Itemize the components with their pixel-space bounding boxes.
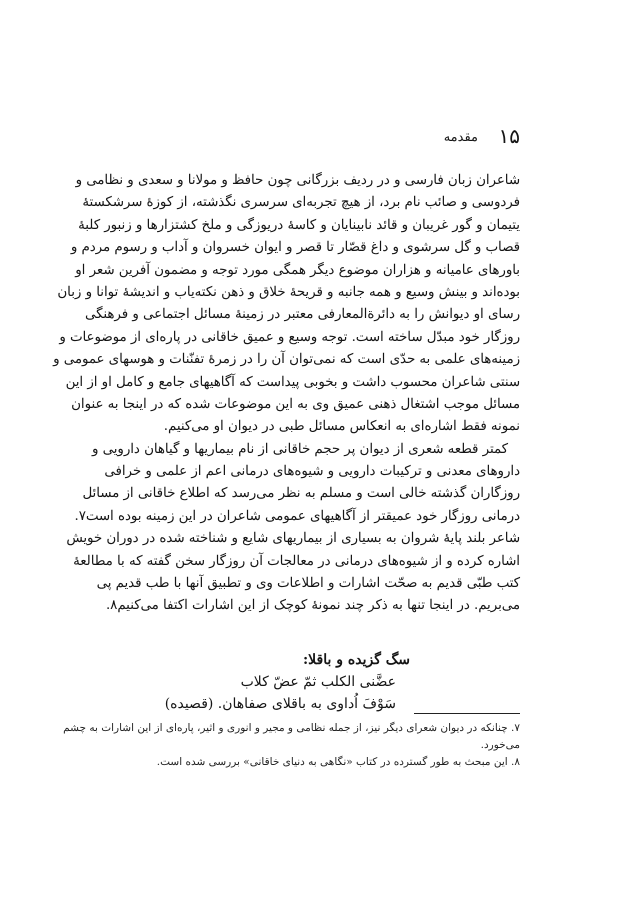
- text-line: مسائل موجب اشتغال ذهنی عمیق وی به این موضوعات شده که در اینجا به عنوان: [71, 396, 520, 412]
- text-line: قصاب و گل سرشوی و داغ قصّار تا قصر و ایوان خسروان و آداب و رسوم مردم و: [70, 240, 520, 256]
- footnote-line: می‌خورد.: [480, 739, 520, 751]
- text-line: بوده‌اند و بینش وسیع و همه جانبه و قریحهٔ خلاق و ذهن نکته‌یاب و اندیشهٔ توانا و زبان: [57, 284, 520, 300]
- text-line: زمینه‌های علمی به حدّی است که نمی‌توان آن را در زمرهٔ تفنّنات و هوسهای عمومی و: [53, 352, 520, 368]
- footnote-line: ۷. چنانکه در دیوان شعرای دیگر نیز، از جمله نظامی و مجیر و انوری و اثیر، پاره‌ای از این اشارات به چشم: [63, 722, 520, 734]
- text-line: فردوسی و صائب نام برد، از هیچ تجربه‌ای سرسری نگذشته، از کوزهٔ سرشکستهٔ: [82, 195, 520, 211]
- text-line: رسای او دیوانش را به دائرةالمعارفی معتبر در زمینهٔ مسائل اجتماعی و فرهنگی: [84, 307, 520, 323]
- text-line: کمتر قطعه شعری از دیوان پر حجم خاقانی از نام بیماریها و گیاهان دارویی و: [91, 441, 508, 457]
- page-header: [100, 124, 520, 154]
- body-text: [53, 170, 520, 618]
- text-line: داروهای معدنی و ترکیبات دارویی و شیوه‌های درمانی اعم از علمی و خرافی: [104, 464, 520, 480]
- verse-block: [164, 649, 410, 715]
- text-line: باورهای عامیانه و هزاران موضوع دیگر همگی مورد توجه و مضمون آفرین شعر او: [75, 262, 520, 278]
- text-line: سنتی شاعران محسوب داشت و بخوبی پیداست که آگاهیهای جامع و کامل او از این: [65, 374, 520, 390]
- footnotes: [63, 720, 520, 771]
- footnote-line: ۸. این مبحث به طور گسترده در کتاب «نگاهی به دنیای خاقانی» بررسی شده است.: [156, 756, 520, 768]
- text-line: روزگاران گذشته خالی است و مسلم به نظر می‌رسد که اطلاع خاقانی از مسائل: [82, 486, 520, 502]
- verse-line: سَوْفَ اُداوی به باقلای صفاهان. (قصیده): [164, 696, 396, 712]
- text-line: اشاره کرده و از شیوه‌های درمانی در معالجات آن روزگار سخن گفته که با مطالعهٔ: [73, 553, 520, 569]
- text-line: شاعران زبان فارسی و در ردیف بزرگانی چون حافظ و مولانا و سعدی و نظامی و: [75, 173, 520, 188]
- text-line: نمونه فقط اشاره‌ای به انعکاس مسائل طبی در دیوان او می‌کنیم.: [163, 419, 520, 435]
- text-line: روزگار خود مبدّل ساخته است. توجه وسیع و عمیق خاقانی در پاره‌ای از موضوعات و: [59, 329, 520, 345]
- text-line: یتیمان و گور غریبان و قائد نابینایان و کاسهٔ دریوزگی و ملخ کشتزارها و زنبور کلبهٔ: [78, 217, 520, 233]
- verse-heading: سگ گزیده و باقلا:: [303, 652, 410, 668]
- text-line: شاعر بلند پایهٔ شروان به بسیاری از بیماریهای شایع و شناخته شده در دوران خویش: [66, 531, 520, 547]
- verse-line: عضَّنی الکلب ثمّ عضّ کلاب: [240, 674, 396, 690]
- text-line: کتب طبّی قدیم به صحّت اشارات و اطلاعات وی و تطبیق آنها با طب قدیم پی: [96, 576, 520, 592]
- page-number: ۱۵: [498, 124, 520, 148]
- footnote-divider: [414, 713, 520, 714]
- running-title: مقدمه: [443, 130, 478, 145]
- text-line: درمانی روزگار خود عمیقتر از آگاهیهای عمومی شاعران در این زمینه بوده است۷.: [74, 508, 520, 524]
- text-line: می‌بریم. در اینجا تنها به ذکر چند نمونهٔ کوچک از این اشارات اکتفا می‌کنیم۸.: [105, 598, 520, 614]
